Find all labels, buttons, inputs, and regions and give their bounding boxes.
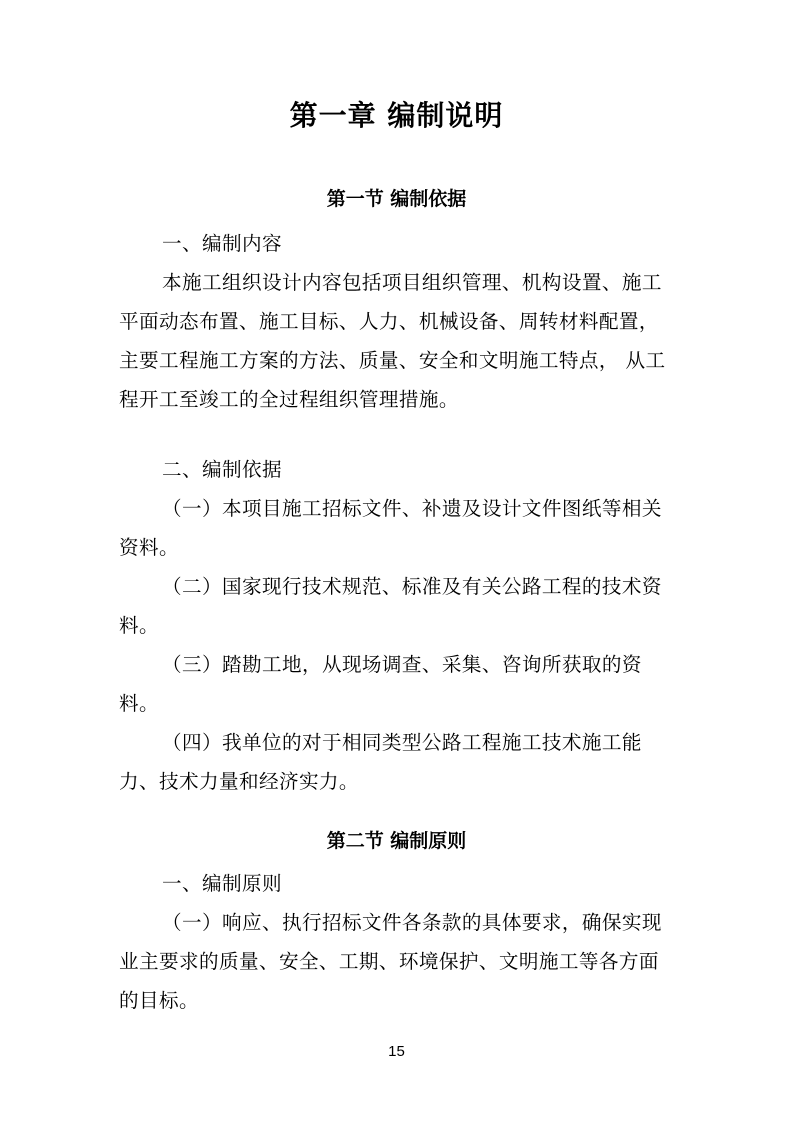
list-item: （二）国家现行技术规范、标准及有关公路工程的技术资料。 <box>119 575 662 637</box>
subsection-heading: 一、编制原则 <box>162 872 282 895</box>
page-number: 15 <box>388 1043 405 1060</box>
chapter-title: 第一章 编制说明 <box>289 99 504 132</box>
body-paragraph: 本施工组织设计内容包括项目组织管理、机构设置、施工平面动态布置、施工目标、人力、机械设备、周转材料配置， 主要工程施工方案的方法、质量、安全和文明施工特点， 从工程开工至竣工的全过程组织管理措施。 <box>119 271 666 411</box>
subsection-heading: 一、编制内容 <box>162 232 282 255</box>
list-item: （三）踏勘工地，从现场调查、采集、咨询所获取的资料。 <box>119 653 642 715</box>
list-item: （四）我单位的对于相同类型公路工程施工技术施工能力、技术力量和经济实力。 <box>119 731 642 793</box>
section-title: 第一节 编制依据 <box>326 188 467 210</box>
section-title: 第二节 编制原则 <box>326 830 467 852</box>
list-item: （一）本项目施工招标文件、补遗及设计文件图纸等相关资料。 <box>119 497 662 559</box>
subsection-heading: 二、编制依据 <box>162 458 282 481</box>
list-item: （一）响应、执行招标文件各条款的具体要求，确保实现业主要求的质量、安全、工期、环境保护、文明施工等各方面的目标。 <box>119 911 662 1012</box>
